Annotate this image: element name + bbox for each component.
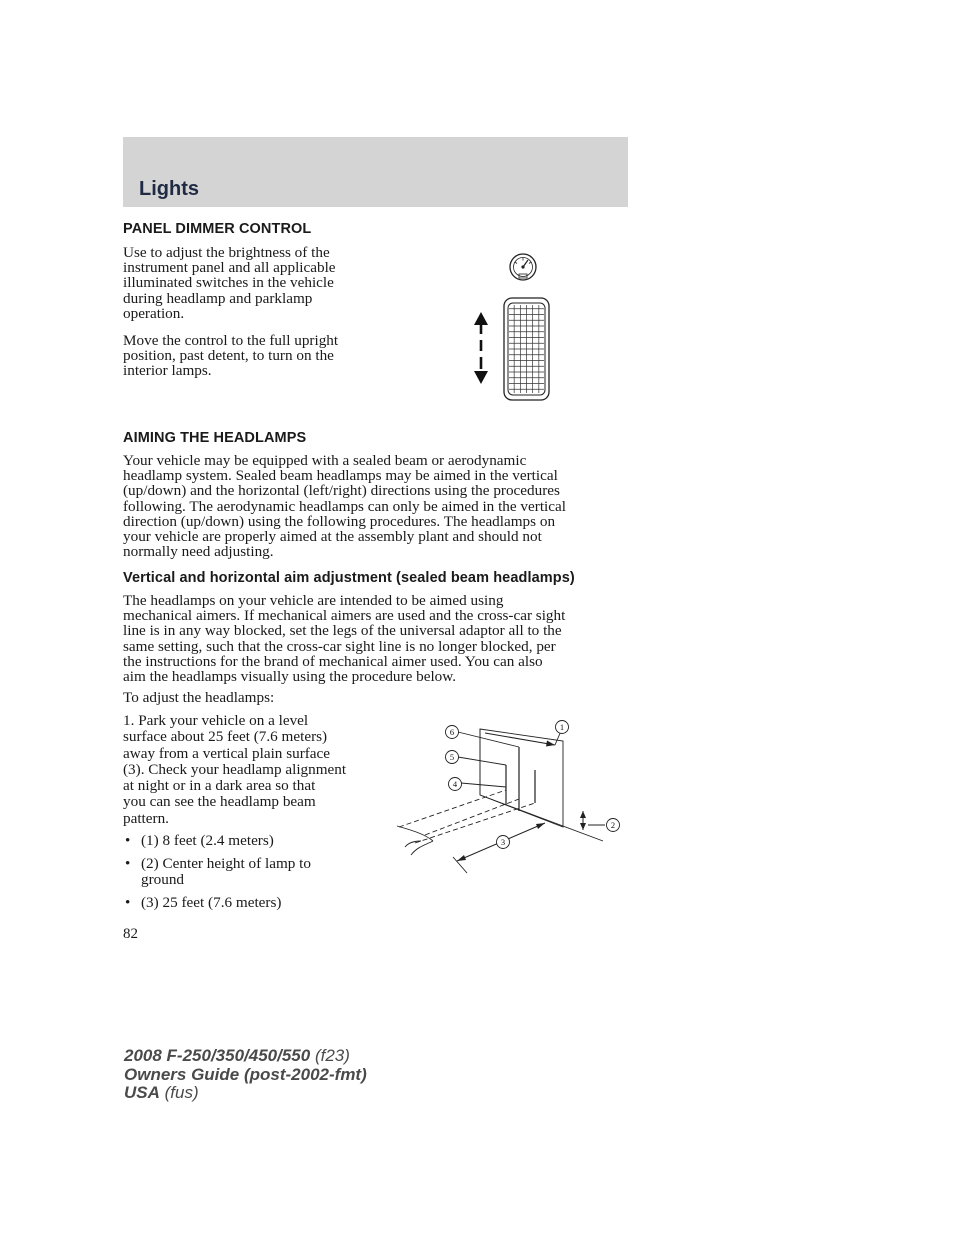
panel-dimmer-illustration	[465, 248, 565, 404]
diagram-label-2: 2	[610, 820, 616, 830]
list-item: • (3) 25 feet (7.6 meters)	[123, 895, 381, 912]
list-item: • (2) Center height of lamp to ground	[123, 856, 356, 889]
dimmer-thumbwheel-icon	[504, 298, 549, 400]
panel-dimmer-heading: PANEL DIMMER CONTROL	[123, 221, 312, 237]
up-down-arrow-icon	[474, 312, 488, 384]
section-header-band	[123, 137, 628, 207]
aiming-headlamps-heading: AIMING THE HEADLAMPS	[123, 430, 307, 446]
page-number: 82	[123, 926, 138, 942]
panel-dimmer-paragraph-2: Move the control to the full upright position, past detent, to turn on the interior lamps.	[123, 332, 339, 380]
aiming-headlamps-paragraph: Your vehicle may be equipped with a sealed beam or aerodynamic headlamp system. Sealed beam headlamps may be aimed in the vertical (up/down) and the horizontal (left/right) directions using the procedures following. The aerodynamic headlamps can only be aimed in the vertical direction (up/down) using the following procedures. The headlamps on your vehicle are properly aimed at the assembly plant and should not normally need adjusting.	[123, 452, 566, 561]
measurement-list	[123, 833, 381, 917]
diagram-label-4: 4	[452, 779, 458, 789]
footer-line-3: USA (fus)	[124, 1083, 199, 1102]
diagram-label-6: 6	[449, 727, 455, 737]
instrument-gauge-icon	[510, 254, 536, 280]
diagram-label-3: 3	[500, 837, 506, 847]
footer-line-2: Owners Guide (post-2002-fmt)	[124, 1064, 367, 1084]
step-1-paragraph: 1. Park your vehicle on a level surface about 25 feet (7.6 meters) away from a vertical plain surface (3). Check your headlamp alignment at night or in a dark area so that you can see the headlamp beam pattern.	[123, 712, 347, 827]
vertical-horizontal-aim-heading: Vertical and horizontal aim adjustment (sealed beam headlamps)	[123, 570, 575, 586]
footer-block	[124, 1047, 367, 1103]
adjust-intro: To adjust the headlamps:	[123, 689, 275, 706]
section-title: Lights	[139, 178, 199, 200]
footer-line-1: 2008 F-250/350/450/550 (f23)	[124, 1046, 350, 1065]
vertical-horizontal-paragraph: The headlamps on your vehicle are intended to be aimed using mechanical aimers. If mechanical aimers are used and the cross-car sight line is in any way blocked, set the legs of the universal adaptor all to the same setting, such that the cross-car sight line is no longer blocked, per the instructions for the brand of mechanical aimer used. You can also aim the headlamps visually using the procedure below.	[123, 592, 566, 686]
list-item: • (1) 8 feet (2.4 meters)	[123, 833, 381, 850]
headlamp-aiming-diagram	[395, 717, 625, 875]
panel-dimmer-paragraph-1: Use to adjust the brightness of the instrument panel and all applicable illuminated switches in the vehicle during headlamp and parklamp operation.	[123, 244, 336, 322]
diagram-label-5: 5	[449, 752, 455, 762]
diagram-label-1: 1	[559, 722, 565, 732]
